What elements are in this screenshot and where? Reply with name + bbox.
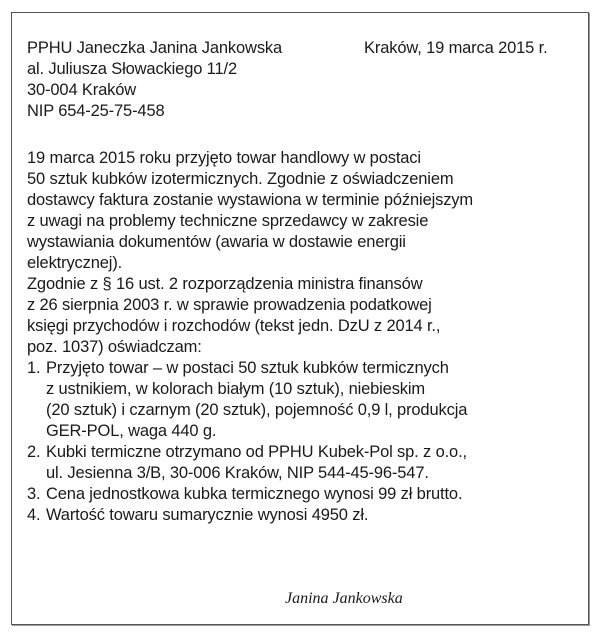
body-line: dostawcy faktura zostanie wystawiona w terminie późniejszym	[27, 191, 474, 209]
list-item	[27, 484, 467, 505]
sender-city: 30-004 Kraków	[27, 81, 137, 99]
list-item-line: Wartość towaru sumarycznie wynosi 4950 zł.	[46, 506, 369, 524]
list-item-line: ul. Jesienna 3/B, 30-006 Kraków, NIP 544-45-96-547.	[46, 464, 429, 482]
statement-body	[27, 148, 473, 358]
declaration-list	[27, 358, 467, 526]
sender-address-block	[27, 38, 282, 122]
body-line: z uwagi na problemy techniczne sprzedawcy w zakresie	[27, 212, 429, 230]
body-line: księgi przychodów i rozchodów (tekst jedn. DzU z 2014 r.,	[27, 317, 441, 335]
body-line: wystawiania dokumentów (awaria w dostawie energii	[27, 233, 406, 251]
body-line: 50 sztuk kubków izotermicznych. Zgodnie z oświadczeniem	[27, 170, 454, 188]
list-item-line: (20 sztuk) i czarnym (20 sztuk), pojemność 0,9 l, produkcja	[46, 401, 468, 419]
body-line: Zgodnie z § 16 ust. 2 rozporządzenia ministra finansów	[27, 275, 423, 293]
sender-street: al. Juliusza Słowackiego 11/2	[27, 60, 237, 78]
body-line: 19 marca 2015 roku przyjęto towar handlowy w postaci	[27, 149, 421, 167]
sender-nip: NIP 654-25-75-458	[27, 102, 165, 120]
list-item	[27, 505, 467, 526]
list-item-line: Cena jednostkowa kubka termicznego wynosi 99 zł brutto.	[46, 485, 463, 503]
list-item	[27, 442, 467, 484]
list-item-line: z ustnikiem, w kolorach białym (10 sztuk), niebieskim	[46, 380, 426, 398]
body-line: elektrycznej).	[27, 254, 123, 272]
list-item-number: 1.	[27, 359, 41, 377]
signature: Janina Jankowska	[285, 590, 403, 607]
list-item-number: 4.	[27, 506, 41, 524]
sender-name: PPHU Janeczka Janina Jankowska	[27, 39, 283, 57]
list-item-number: 3.	[27, 485, 41, 503]
document-date: Kraków, 19 marca 2015 r.	[364, 39, 548, 57]
list-item-number: 2.	[27, 443, 41, 461]
list-item-line: Kubki termiczne otrzymano od PPHU Kubek-Pol sp. z o.o.,	[46, 443, 467, 461]
list-item-line: GER-POL, waga 440 g.	[46, 422, 217, 440]
list-item	[27, 358, 467, 442]
body-line: poz. 1037) oświadczam:	[27, 338, 202, 356]
body-line: z 26 sierpnia 2003 r. w sprawie prowadzenia podatkowej	[27, 296, 432, 314]
list-item-line: Przyjęto towar – w postaci 50 sztuk kubków termicznych	[46, 359, 449, 377]
